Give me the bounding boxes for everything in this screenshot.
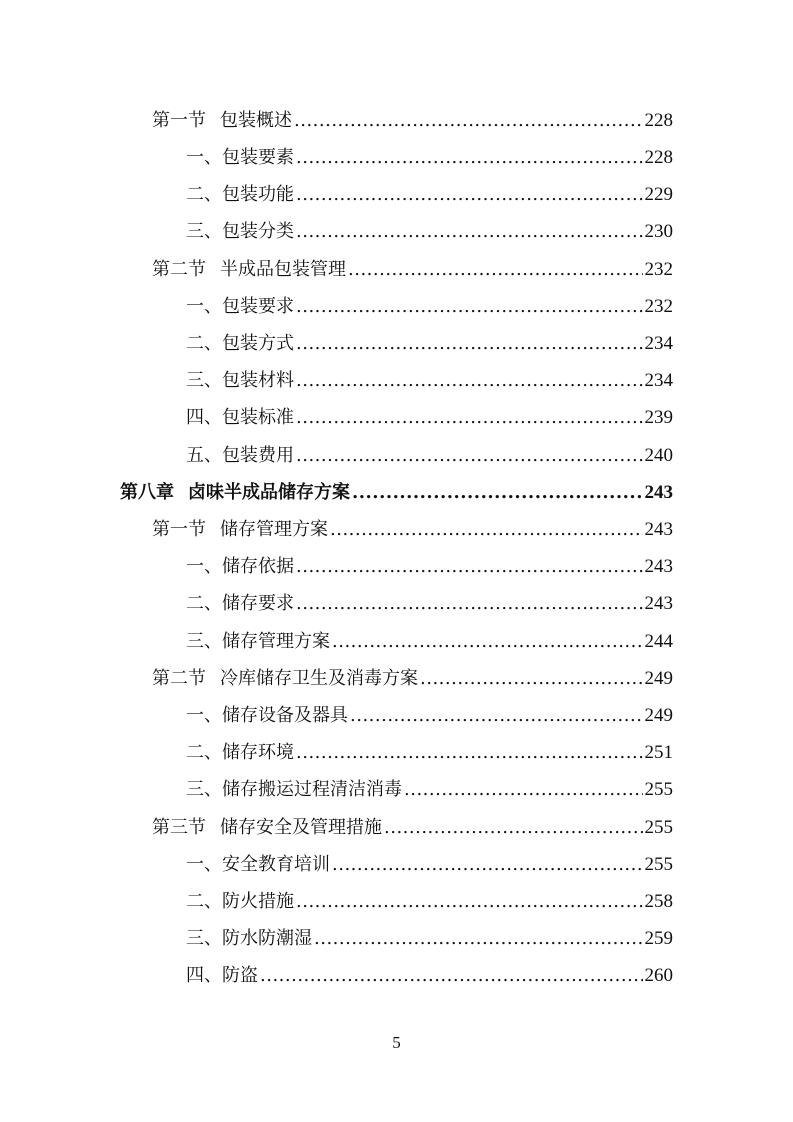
toc-page-number: 255 [644,854,673,875]
toc-entry-text: 安全教育培训 [222,854,330,875]
toc-entry [186,362,673,392]
toc-entry [186,437,673,467]
toc-entry-text: 包装功能 [222,184,294,205]
toc-entry [186,325,673,355]
toc-entry [152,660,673,690]
toc-dot-leader [296,184,643,206]
toc-entry-text: 卤味半成品储存方案 [188,482,350,503]
toc-entry [152,511,673,541]
toc-dot-leader [296,147,643,169]
toc-page-number: 229 [644,184,673,205]
toc-page-number: 260 [644,965,673,986]
toc-page-number: 258 [644,891,673,912]
toc-page-number: 243 [644,519,673,540]
toc-entry-text: 储存搬运过程清洁消毒 [222,779,402,800]
toc-dot-leader [314,928,643,950]
toc-dot-leader [332,631,643,653]
toc-entry-text: 包装要素 [222,147,294,168]
page-number: 5 [392,1033,401,1052]
toc-entry-text: 冷库储存卫生及消毒方案 [220,668,418,689]
toc-entry-title [186,370,296,392]
toc-entry-label: 一、 [186,147,222,168]
toc-dot-leader [330,519,643,541]
toc-entry-text: 半成品包装管理 [220,259,346,280]
toc-entry [186,957,673,987]
toc-page-number: 259 [644,928,673,949]
toc-entry-title [186,296,296,318]
toc-dot-leader [296,742,643,764]
toc-entry-label: 四、 [186,407,222,428]
toc-page-number: 255 [644,817,673,838]
toc-entry-title [186,147,296,169]
toc-entry-title [186,593,296,615]
toc-entry-text: 包装材料 [222,370,294,391]
toc-entry [186,697,673,727]
toc-entry-text: 包装分类 [222,221,294,242]
toc-entry-title [186,333,296,355]
toc-dot-leader [348,259,643,281]
toc-entry-title [186,221,296,243]
toc-entry-label: 一、 [186,296,222,317]
toc-entry-label: 四、 [186,965,222,986]
toc-dot-leader [420,668,643,690]
toc-page-number: 232 [644,259,673,280]
toc-entry-title [186,631,332,653]
toc-entry-label: 第八章 [120,482,174,503]
toc-entry-text: 储存管理方案 [220,519,328,540]
toc-entry-label: 三、 [186,631,222,652]
toc-entry-label: 第二节 [152,668,206,689]
toc-dot-leader [404,779,643,801]
toc-entry-text: 储存管理方案 [222,631,330,652]
toc-dot-leader [296,445,643,467]
toc-entry-title [152,519,330,541]
toc-page-number: 243 [644,556,673,577]
toc-entry-label: 三、 [186,928,222,949]
toc-entry-label: 二、 [186,184,222,205]
toc-entry [152,809,673,839]
toc-entry-title [186,407,296,429]
toc-entry-text: 防火措施 [222,891,294,912]
toc-entry [186,585,673,615]
toc-entry-title [152,110,294,132]
toc-entry-text: 包装概述 [220,110,292,131]
toc-entry-text: 储存安全及管理措施 [220,817,382,838]
toc-entry [186,883,673,913]
toc-entry-text: 包装要求 [222,296,294,317]
toc-entry-text: 储存环境 [222,742,294,763]
toc-entry-title [152,668,420,690]
toc-entry-title [186,705,350,727]
toc-dot-leader [332,854,643,876]
toc-entry [186,771,673,801]
toc-page-number: 240 [644,445,673,466]
toc-entry-text: 包装费用 [222,445,294,466]
toc-dot-leader [296,593,643,615]
toc-entry-label: 一、 [186,705,222,726]
toc-entry [186,213,673,243]
toc-page-number: 234 [644,370,673,391]
toc-entry-label: 二、 [186,742,222,763]
toc-page-number: 228 [644,110,673,131]
toc-entry-label: 第一节 [152,519,206,540]
toc-dot-leader [352,482,643,504]
toc-entry-label: 第一节 [152,110,206,131]
toc-entry-title [120,482,352,504]
toc-entry [186,920,673,950]
toc-entry-title [186,742,296,764]
toc-entry-text: 储存依据 [222,556,294,577]
toc-entry-title [152,259,348,281]
toc-page-number: 244 [644,631,673,652]
toc-dot-leader [296,556,643,578]
toc-dot-leader [294,110,643,132]
toc-dot-leader [296,407,643,429]
toc-entry [186,623,673,653]
toc-entry-label: 三、 [186,221,222,242]
toc-dot-leader [296,333,643,355]
toc-entry-text: 储存设备及器具 [222,705,348,726]
toc-entry-title [186,891,296,913]
toc-entry [186,846,673,876]
toc-entry-title [186,779,404,801]
toc-entry-title [186,556,296,578]
toc-entry-label: 五、 [186,445,222,466]
toc-dot-leader [350,705,643,727]
toc-entry-label: 三、 [186,779,222,800]
toc-entry-label: 二、 [186,593,222,614]
toc-entry [186,288,673,318]
toc-dot-leader [296,221,643,243]
toc-entry-title [186,184,296,206]
toc-page-number: 251 [644,742,673,763]
toc-entry-label: 第三节 [152,817,206,838]
toc-entry [186,176,673,206]
toc-entry [186,548,673,578]
toc-entry-label: 一、 [186,854,222,875]
toc-dot-leader [260,965,643,987]
toc-entry [152,251,673,281]
toc-dot-leader [296,891,643,913]
toc-entry-text: 包装方式 [222,333,294,354]
toc-entry-label: 二、 [186,891,222,912]
toc-page-number: 255 [644,779,673,800]
toc-page-number: 249 [644,668,673,689]
toc-page-number: 249 [644,705,673,726]
toc-page-number: 228 [644,147,673,168]
toc-entry-text: 防盗 [222,965,258,986]
toc-entry-title [186,854,332,876]
toc-entry-label: 三、 [186,370,222,391]
toc-page-number: 243 [644,593,673,614]
toc-page-number: 239 [644,407,673,428]
toc-page-number: 234 [644,333,673,354]
toc-page-number: 232 [644,296,673,317]
toc-entry-title [186,928,314,950]
toc-entry-text: 储存要求 [222,593,294,614]
toc-entry [152,102,673,132]
toc-entry-title [186,965,260,987]
toc-page-number: 230 [644,221,673,242]
toc-dot-leader [296,370,643,392]
toc-entry [186,399,673,429]
toc-entry-text: 包装标准 [222,407,294,428]
toc-page-number: 243 [644,482,673,503]
toc-entry-title [186,445,296,467]
toc-entry [186,734,673,764]
toc-entry-title [152,817,384,839]
toc-entry-label: 一、 [186,556,222,577]
toc-chapter-entry [120,474,673,504]
toc-entry-label: 二、 [186,333,222,354]
toc-dot-leader [384,817,643,839]
toc-entry-text: 防水防潮湿 [222,928,312,949]
toc-dot-leader [296,296,643,318]
toc-entry-label: 第二节 [152,259,206,280]
toc-entry [186,139,673,169]
